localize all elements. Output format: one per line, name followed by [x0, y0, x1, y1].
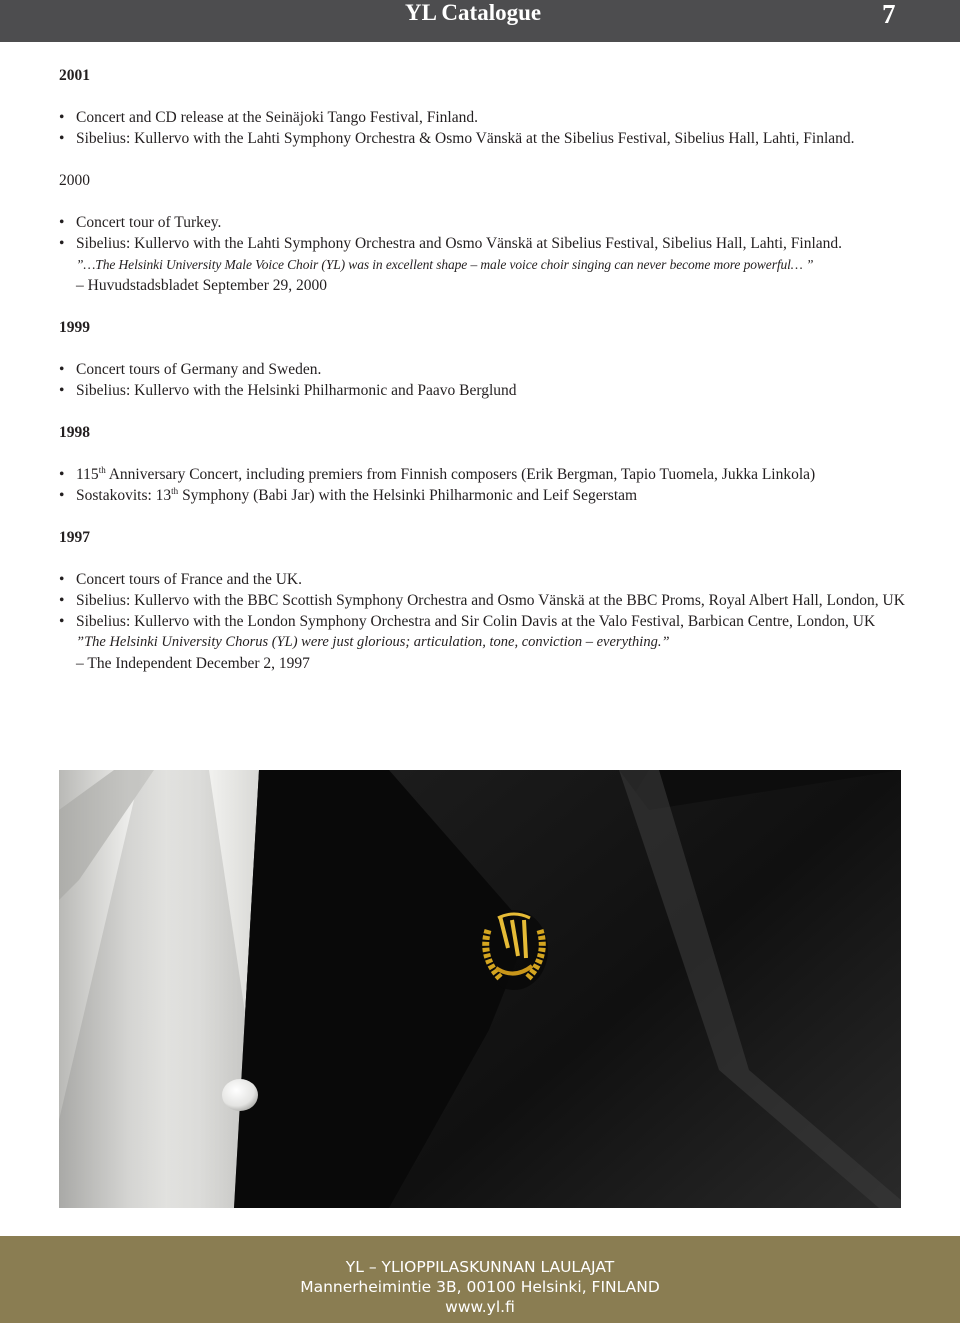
- website-link[interactable]: www.yl.fi: [445, 1298, 515, 1316]
- event-list: [59, 212, 919, 254]
- list-item-text: Sibelius: Kullervo with the BBC Scottish Symphony Orchestra and Osmo Vänskä at the BBC Proms, Royal Albert Hall, London, UK: [76, 592, 905, 609]
- year-heading: 1997: [59, 529, 90, 546]
- list-item-text: Sibelius: Kullervo with the London Symphony Orchestra and Sir Colin Davis at the Valo Festival, Barbican Centre, London, UK: [76, 613, 876, 630]
- year-heading: 2000: [59, 172, 90, 189]
- anniversary-number: 115: [76, 466, 99, 483]
- ordinal-suffix: th: [98, 465, 106, 475]
- choir-badge-photo: [59, 770, 901, 1208]
- list-item: [59, 233, 919, 254]
- list-item-text: Sibelius: Kullervo with the Lahti Symphony Orchestra & Osmo Vänskä at the Sibelius Festival, Sibelius Hall, Lahti, Finland.: [76, 130, 855, 147]
- catalogue-title: YL Catalogue: [405, 0, 542, 25]
- list-item-text: Sibelius: Kullervo with the Lahti Symphony Orchestra and Osmo Vänskä at Sibelius Festival, Sibelius Hall, Lahti, Finland.: [76, 235, 843, 252]
- photo-illustration: [59, 770, 901, 1208]
- quote-source: – Huvudstadsbladet September 29, 2000: [76, 277, 327, 294]
- quote-source: – The Independent December 2, 1997: [76, 655, 310, 672]
- list-item: [59, 611, 919, 632]
- section-1999: [59, 317, 919, 401]
- list-item: [59, 107, 919, 128]
- list-item-text: Sibelius: Kullervo with the Helsinki Philharmonic and Paavo Berglund: [76, 382, 517, 399]
- page-number: 7: [882, 0, 896, 29]
- list-item-text: Concert tours of France and the UK.: [76, 571, 302, 588]
- bullet-icon: •: [59, 382, 65, 399]
- bullet-icon: •: [59, 466, 65, 483]
- press-quote: ”The Helsinki University Chorus (YL) were just glorious; articulation, tone, conviction – everything.”: [76, 634, 670, 650]
- event-list: [59, 569, 919, 632]
- list-item: [59, 590, 919, 611]
- bullet-icon: •: [59, 361, 65, 378]
- list-item: [59, 464, 919, 485]
- bullet-icon: •: [59, 592, 65, 609]
- list-item-text: Concert tours of Germany and Sweden.: [76, 361, 322, 378]
- bullet-icon: •: [59, 613, 65, 630]
- section-2000: [59, 170, 919, 296]
- bullet-icon: •: [59, 130, 65, 147]
- list-item-text: Anniversary Concert, including premiers from Finnish composers (Erik Bergman, Tapio Tuomela, Jukka Linkola): [105, 466, 816, 483]
- bullet-icon: •: [59, 235, 65, 252]
- list-item: [59, 380, 919, 401]
- year-heading: 1998: [59, 424, 90, 441]
- list-item: [59, 359, 919, 380]
- list-item: [59, 569, 919, 590]
- main-content: [59, 65, 919, 695]
- list-item: [59, 485, 919, 506]
- organization-address: Mannerheimintie 3B, 00100 Helsinki, FINLAND: [300, 1278, 660, 1296]
- ordinal-suffix: th: [171, 486, 179, 496]
- year-heading: 2001: [59, 67, 90, 84]
- shirt-button: [222, 1079, 258, 1111]
- bullet-icon: •: [59, 109, 65, 126]
- bullet-icon: •: [59, 487, 65, 504]
- page-footer: [0, 1236, 960, 1323]
- section-2001: [59, 65, 919, 149]
- bullet-icon: •: [59, 214, 65, 231]
- event-list: [59, 107, 919, 149]
- page-header: [0, 0, 960, 42]
- section-1998: [59, 422, 919, 506]
- list-item-text: Symphony (Babi Jar) with the Helsinki Philharmonic and Leif Segerstam: [178, 487, 638, 504]
- press-quote: ”…The Helsinki University Male Voice Choir (YL) was in excellent shape – male voice choir singing can never become more powerful… ”: [76, 257, 814, 272]
- yl-badge-icon: [480, 910, 548, 990]
- organization-name: YL – YLIOPPILASKUNNAN LAULAJAT: [345, 1258, 615, 1276]
- section-1997: [59, 527, 919, 674]
- list-item-text: Concert tour of Turkey.: [76, 214, 222, 231]
- list-item: [59, 128, 919, 149]
- year-heading: 1999: [59, 319, 90, 336]
- event-list: [59, 464, 919, 506]
- bullet-icon: •: [59, 571, 65, 588]
- list-item-prefix: Sostakovits: 13: [76, 487, 172, 504]
- event-list: [59, 359, 919, 401]
- list-item-text: Concert and CD release at the Seinäjoki Tango Festival, Finland.: [76, 109, 478, 126]
- list-item: [59, 212, 919, 233]
